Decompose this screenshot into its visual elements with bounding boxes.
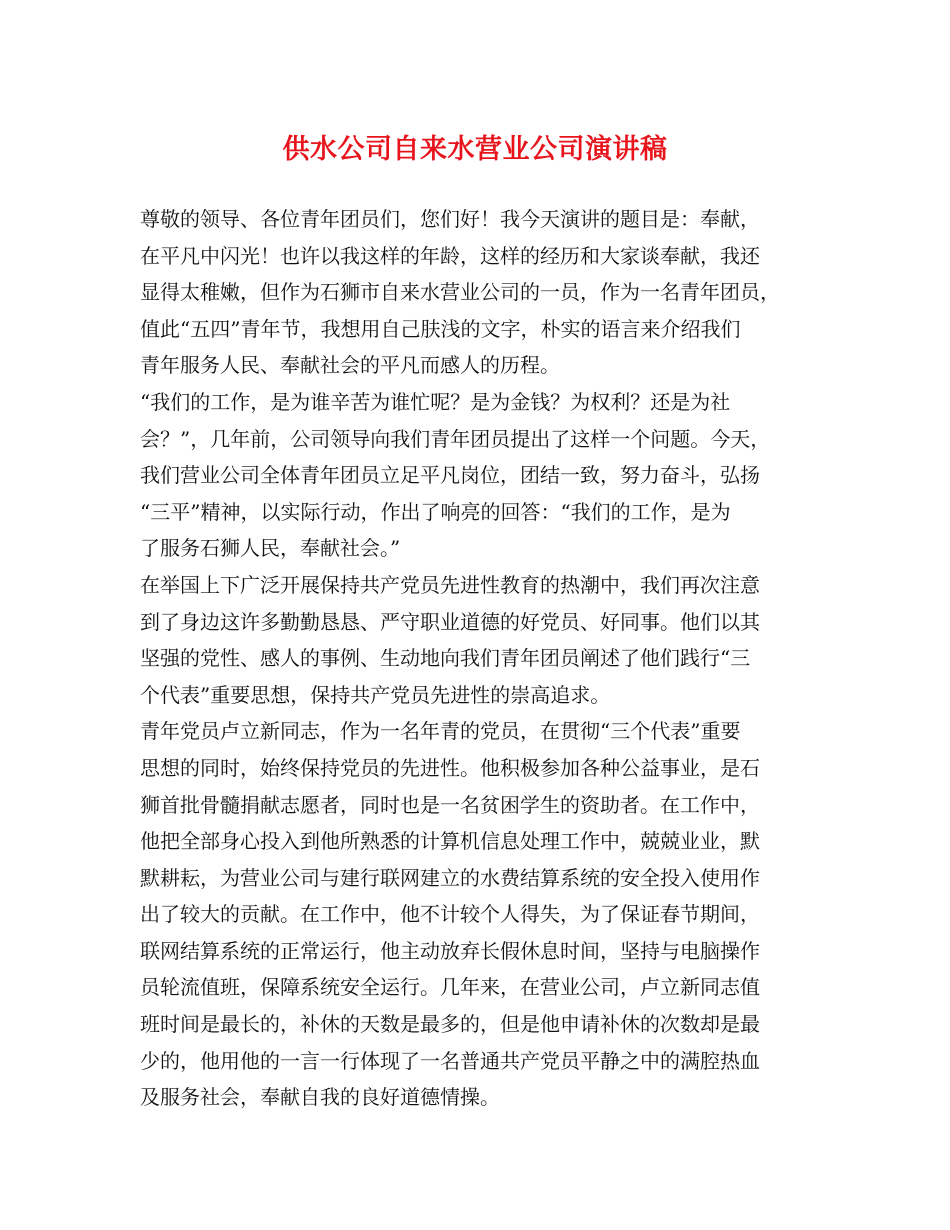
text-line: 坚强的党性、感人的事例、生动地向我们青年团员阐述了他们践行“三 [140,646,751,671]
text-line: 显得太稚嫩，但作为石狮市自来水营业公司的一员，作为一名青年团员， [140,280,780,305]
text-line: 我们营业公司全体青年团员立足平凡岗位，团结一致，努力奋斗，弘扬 [140,463,760,488]
text-line: 尊敬的领导、各位青年团员们，您们好！我今天演讲的题目是：奉献， [140,207,760,231]
text-line: 到了身边这许多勤勤恳恳、严守职业道德的好党员、好同事。他们以其 [140,609,760,634]
text-line: 他把全部身心投入到他所熟悉的计算机信息处理工作中，兢兢业业，默 [140,829,760,854]
text-line: 青年党员卢立新同志，作为一名年青的党员，在贯彻“三个代表”重要 [140,719,741,744]
text-line: 思想的同时，始终保持党员的先进性。他积极参加各种公益事业，是石 [140,755,760,780]
text-line: 出了较大的贡献。在工作中，他不计较个人得失，为了保证春节期间， [140,902,760,927]
text-line: 联网结算系统的正常运行，他主动放弃长假休息时间，坚持与电脑操作 [140,938,760,963]
text-line: 青年服务人民、奉献社会的平凡而感人的历程。 [140,353,560,378]
text-line: 班时间是最长的，补休的天数是最多的，但是他申请补休的次数却是最 [140,1012,760,1037]
text-line: “我们的工作，是为谁辛苦为谁忙呢？是为金钱？为权利？还是为社 [140,389,731,414]
text-line: 了服务石狮人民，奉献社会。” [140,536,401,561]
document-body [140,201,820,1116]
text-line: 值此“五四”青年节，我想用自己肤浅的文字，朴实的语言来介绍我们 [140,316,741,341]
text-line: 在举国上下广泛开展保持共产党员先进性教育的热潮中，我们再次注意 [140,572,760,597]
text-line: 会？”，几年前，公司领导向我们青年团员提出了这样一个问题。今天， [140,426,771,451]
text-line: 少的，他用他的一言一行体现了一名普通共产党员平静之中的满腔热血 [140,1048,760,1073]
text-line: 员轮流值班，保障系统安全运行。几年来，在营业公司，卢立新同志值 [140,975,760,1000]
text-line: 个代表”重要思想，保持共产党员先进性的崇高追求。 [140,682,611,707]
text-line: 及服务社会，奉献自我的良好道德情操。 [140,1085,500,1110]
text-line: 在平凡中闪光！也许以我这样的年龄，这样的经历和大家谈奉献，我还 [140,243,760,268]
text-line: “三平”精神，以实际行动，作出了响亮的回答：“我们的工作，是为 [140,499,731,524]
text-line: 狮首批骨髓捐献志愿者，同时也是一名贫困学生的资助者。在工作中， [140,792,760,817]
document-title: 供水公司自来水营业公司演讲稿 [282,134,668,165]
text-line: 默耕耘，为营业公司与建行联网建立的水费结算系统的安全投入使用作 [140,865,760,890]
